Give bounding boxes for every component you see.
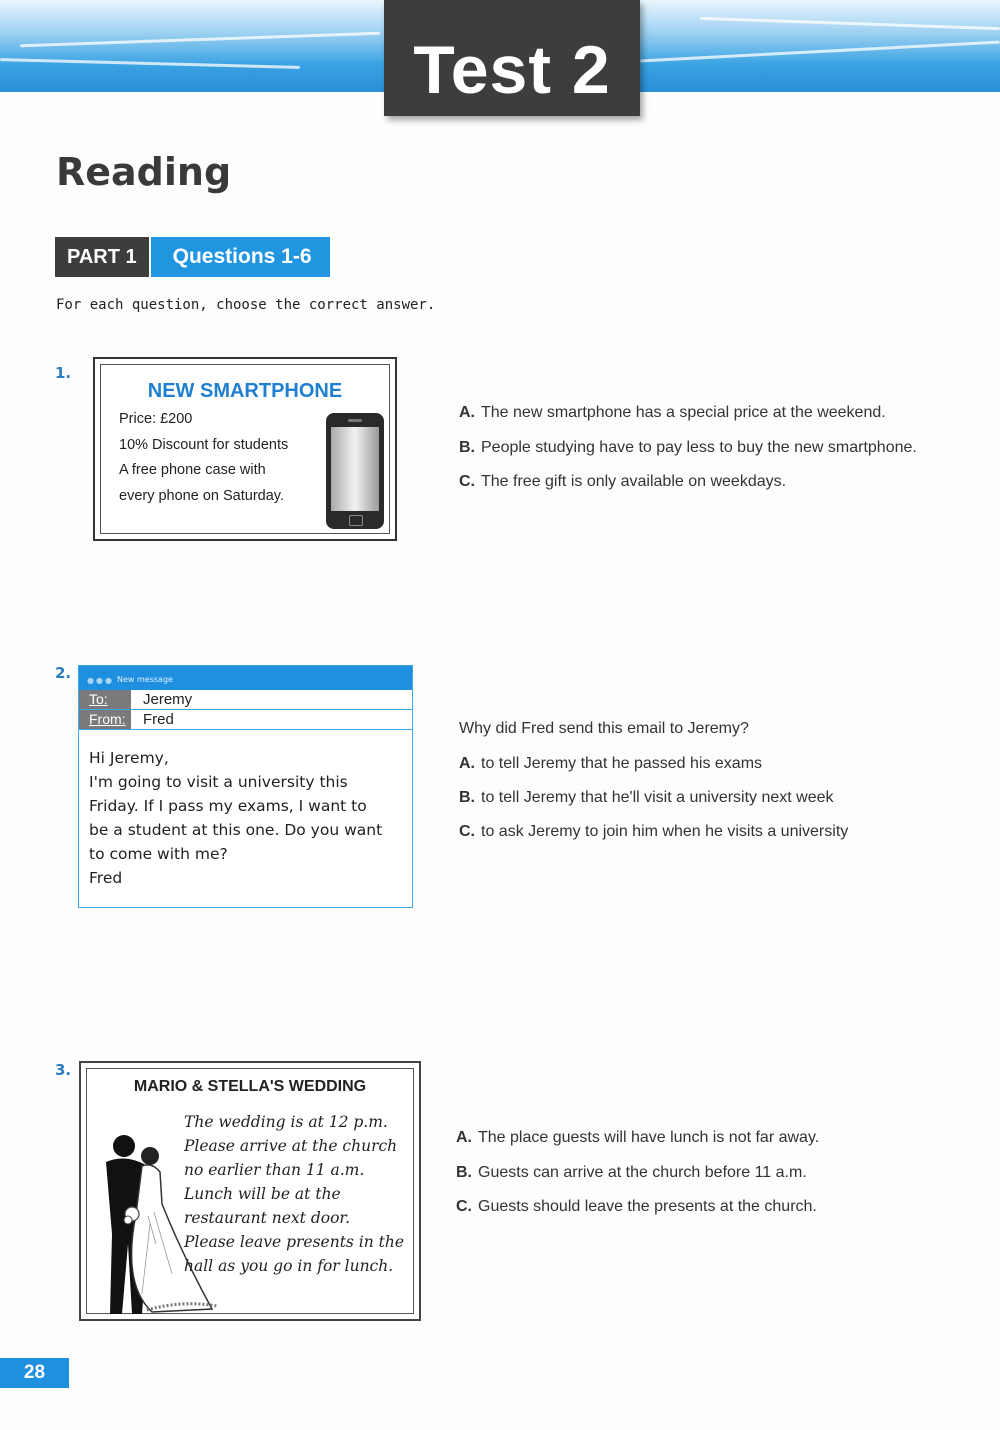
smartphone-notice <box>93 357 397 541</box>
to-label: To: <box>79 690 131 709</box>
instruction-text: For each question, choose the correct answer. <box>56 297 436 313</box>
option-b[interactable]: B. to tell Jeremy that he'll visit a university next week <box>459 789 834 806</box>
section-title: Reading <box>56 150 232 194</box>
option-b[interactable]: B. Guests can arrive at the church before 11 a.m. <box>456 1164 807 1181</box>
question-number: 2. <box>55 664 72 682</box>
question-number: 1. <box>55 364 72 382</box>
part-label: PART 1 <box>55 237 149 277</box>
part-bar <box>55 237 330 277</box>
option-a[interactable]: A. to tell Jeremy that he passed his exams <box>459 755 763 772</box>
option-a[interactable]: A. The place guests will have lunch is not far away. <box>456 1129 820 1146</box>
option-c[interactable]: C. to ask Jeremy to join him when he visits a university <box>459 823 849 840</box>
email-title-bar <box>79 666 412 690</box>
option-c[interactable]: C. The free gift is only available on weekdays. <box>459 473 787 490</box>
test-title: Test 2 <box>413 32 611 108</box>
option-a[interactable]: A. The new smartphone has a special price at the weekend. <box>459 404 886 421</box>
notice-line: every phone on Saturday. <box>119 488 284 504</box>
email-to-row <box>79 690 412 710</box>
notice-line: 10% Discount for students <box>119 437 289 453</box>
email-from-row <box>79 710 412 730</box>
page-number: 28 <box>0 1358 69 1388</box>
test-title-box <box>384 0 640 116</box>
window-dots-icon: ●●● <box>87 676 114 685</box>
option-b[interactable]: B. People studying have to pay less to buy the new smartphone. <box>459 439 917 456</box>
to-value: Jeremy <box>143 691 193 708</box>
notice-line: Price: £200 <box>119 411 193 427</box>
notice-title: NEW SMARTPHONE <box>147 380 343 402</box>
smartphone-icon <box>326 413 384 529</box>
email-window <box>78 665 413 908</box>
from-value: Fred <box>143 711 174 728</box>
email-body: Hi Jeremy, I'm going to visit a university this Friday. If I pass my exams, I want to be a student at this one. Do you want to come with me? Fred <box>89 749 383 887</box>
option-c[interactable]: C. Guests should leave the presents at the church. <box>456 1198 817 1215</box>
email-window-title: New message <box>117 675 173 684</box>
notice-line: A free phone case with <box>119 462 266 478</box>
question-number: 3. <box>55 1061 72 1079</box>
questions-range: Questions 1-6 <box>149 237 330 277</box>
from-label: From: <box>79 710 131 729</box>
question-prompt: Why did Fred send this email to Jeremy? <box>459 720 749 737</box>
wedding-notice <box>79 1061 421 1321</box>
notice-title: MARIO & STELLA'S WEDDING <box>133 1078 367 1095</box>
wedding-details: The wedding is at 12 p.m. Please arrive at the church no earlier than 11 a.m. Lunch will be at the restaurant next door. Please leave presents in the hall as you go in for lunch. <box>184 1113 405 1275</box>
